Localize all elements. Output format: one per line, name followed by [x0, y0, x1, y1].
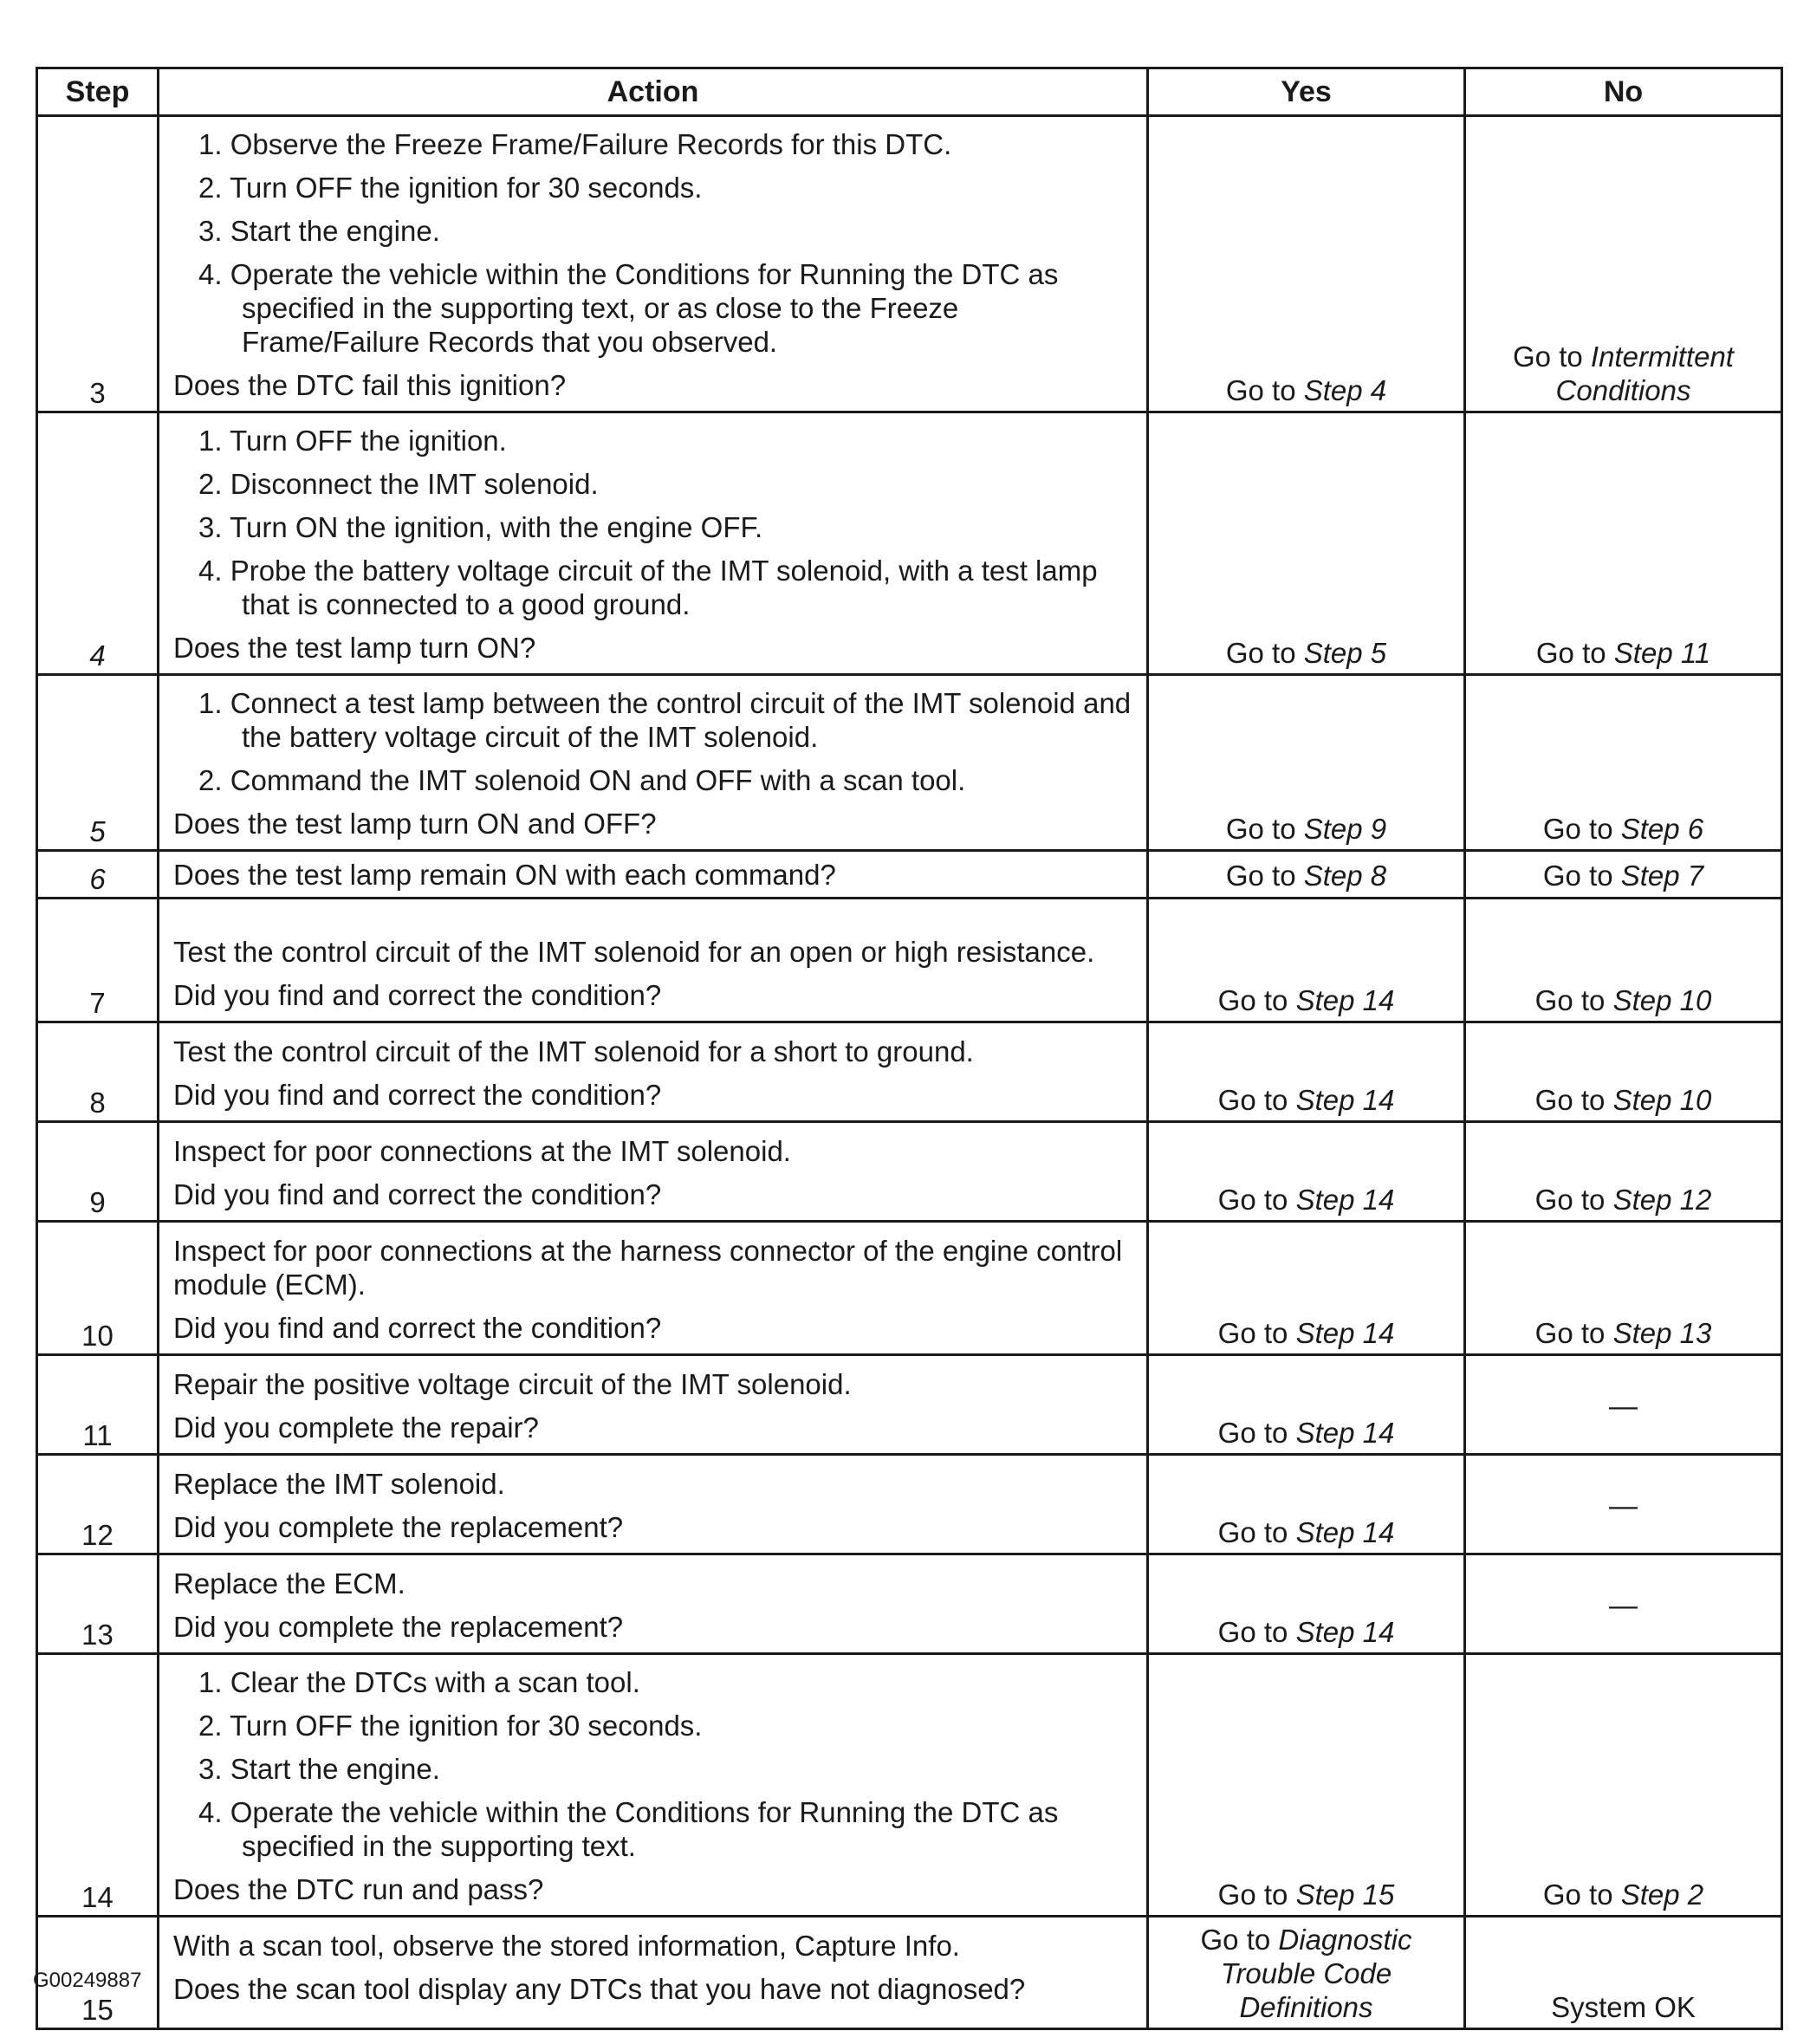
step-reference: Step 9 — [1303, 813, 1387, 845]
go-to-label: Go to — [1217, 1084, 1288, 1116]
step-reference: Step 14 — [1295, 984, 1395, 1016]
go-to-label: Go to — [1200, 1924, 1271, 1956]
step-number: 3 — [37, 116, 159, 412]
step-number: 7 — [37, 899, 159, 1022]
table-row — [37, 1917, 1782, 2029]
list-item: 1. Turn OFF the ignition. — [198, 425, 507, 457]
step-number: 15 — [37, 1917, 159, 2029]
question: Does the test lamp turn ON? — [173, 632, 536, 664]
instruction: Inspect for poor connections at the harness connector of the engine control module (ECM). — [173, 1235, 1123, 1301]
list-item: 2. Turn OFF the ignition for 30 seconds. — [198, 1710, 703, 1742]
instruction: Replace the IMT solenoid. — [173, 1468, 505, 1500]
question: Does the test lamp turn ON and OFF? — [173, 808, 657, 840]
no-cell — [1465, 675, 1782, 851]
instruction: Inspect for poor connections at the IMT solenoid. — [173, 1135, 791, 1167]
go-to-label: Go to — [1542, 1879, 1613, 1911]
go-to-label: Go to — [1217, 1317, 1288, 1349]
step-number: 5 — [37, 675, 159, 851]
action-cell — [159, 1654, 1148, 1917]
table-row — [37, 1122, 1782, 1222]
no-cell — [1465, 899, 1782, 1022]
step-number: 8 — [37, 1022, 159, 1122]
no-cell — [1465, 1554, 1782, 1654]
step-reference: Step 7 — [1620, 859, 1704, 892]
step-reference: Step 13 — [1612, 1317, 1712, 1349]
go-to-label: Go to — [1217, 1516, 1288, 1548]
go-to-label: Go to — [1535, 637, 1606, 669]
go-to-label: Go to — [1534, 984, 1606, 1016]
yes-cell — [1148, 116, 1465, 412]
yes-cell — [1148, 1455, 1465, 1554]
yes-cell — [1148, 1222, 1465, 1355]
action-cell — [159, 1917, 1148, 2029]
action-cell — [159, 1355, 1148, 1455]
step-number: 13 — [37, 1554, 159, 1654]
action-cell — [159, 1022, 1148, 1122]
go-to-label: Go to — [1225, 813, 1296, 845]
list-item: 1. Observe the Freeze Frame/Failure Records for this DTC. — [198, 128, 952, 160]
question: Did you find and correct the condition? — [173, 1178, 662, 1210]
go-to-label: Go to — [1513, 341, 1583, 373]
table-row — [37, 1022, 1782, 1122]
question: Did you complete the repair? — [173, 1411, 539, 1444]
table-row — [37, 1222, 1782, 1355]
step-reference: Step 14 — [1295, 1516, 1395, 1548]
step-number: 10 — [37, 1222, 159, 1355]
table-row — [37, 675, 1782, 851]
step-reference: Step 10 — [1612, 1084, 1712, 1116]
action-cell — [159, 1222, 1148, 1355]
step-reference: Step 14 — [1295, 1084, 1395, 1116]
yes-cell — [1148, 851, 1465, 899]
list-item: 2. Disconnect the IMT solenoid. — [198, 468, 599, 500]
header-no: No — [1465, 68, 1782, 116]
table-row — [37, 1455, 1782, 1554]
table-row — [37, 412, 1782, 675]
step-reference: Step 12 — [1612, 1184, 1712, 1216]
yes-cell — [1148, 1122, 1465, 1222]
go-to-label: Go to — [1225, 637, 1296, 669]
table-row — [37, 1654, 1782, 1917]
table-row — [37, 116, 1782, 412]
em-dash: — — [1609, 1588, 1638, 1621]
step-reference: Step 8 — [1303, 859, 1387, 892]
question: Does the DTC fail this ignition? — [173, 369, 567, 401]
no-cell — [1465, 1122, 1782, 1222]
system-ok-text: System OK — [1551, 1991, 1696, 2023]
table-row — [37, 851, 1782, 899]
table-row — [37, 899, 1782, 1022]
go-to-label: Go to — [1217, 1184, 1288, 1216]
yes-cell — [1148, 1654, 1465, 1917]
no-cell — [1465, 116, 1782, 412]
list-item: 1. Clear the DTCs with a scan tool. — [198, 1666, 640, 1698]
question: Does the scan tool display any DTCs that you have not diagnosed? — [173, 1973, 1026, 2005]
no-cell — [1465, 1455, 1782, 1554]
step-reference: Step 14 — [1295, 1417, 1395, 1449]
question: Does the test lamp remain ON with each command? — [173, 859, 836, 891]
no-cell — [1465, 412, 1782, 675]
list-item: 2. Command the IMT solenoid ON and OFF with a scan tool. — [198, 764, 966, 796]
action-cell — [159, 412, 1148, 675]
step-reference: Diagnostic Trouble Code Definitions — [1220, 1924, 1412, 2023]
question: Did you complete the replacement? — [173, 1611, 624, 1643]
header-action: Action — [159, 68, 1148, 116]
list-item: 4. Operate the vehicle within the Conditions for Running the DTC as specified in the supporting text. — [198, 1796, 1059, 1862]
action-cell — [159, 116, 1148, 412]
step-reference: Step 11 — [1613, 637, 1711, 669]
action-cell — [159, 1122, 1148, 1222]
list-item: 3. Start the engine. — [198, 1753, 440, 1785]
question: Did you find and correct the condition? — [173, 1079, 662, 1111]
step-reference: Step 6 — [1620, 813, 1704, 845]
go-to-label: Go to — [1217, 1417, 1288, 1449]
step-reference: Step 2 — [1620, 1879, 1704, 1911]
diagnostic-table — [36, 67, 1783, 2030]
action-cell — [159, 675, 1148, 851]
question: Did you find and correct the condition? — [173, 979, 662, 1011]
list-item: 3. Start the engine. — [198, 215, 440, 247]
go-to-label: Go to — [1534, 1184, 1606, 1216]
action-cell — [159, 1455, 1148, 1554]
action-cell — [159, 1554, 1148, 1654]
list-item: 4. Operate the vehicle within the Conditions for Running the DTC as specified in the supporting text, or as close to the Freeze Frame/Failure Records that you observed. — [198, 258, 1059, 358]
go-to-label: Go to — [1217, 984, 1288, 1016]
no-cell — [1465, 1022, 1782, 1122]
yes-cell — [1148, 1554, 1465, 1654]
step-reference: Step 4 — [1303, 374, 1387, 406]
no-cell — [1465, 1355, 1782, 1455]
question: Did you find and correct the condition? — [173, 1312, 662, 1344]
action-cell — [159, 899, 1148, 1022]
go-to-label: Go to — [1225, 374, 1296, 406]
table-row — [37, 1355, 1782, 1455]
step-reference: Step 5 — [1303, 637, 1387, 669]
header-step: Step — [37, 68, 159, 116]
list-item: 2. Turn OFF the ignition for 30 seconds. — [198, 172, 703, 204]
instruction: Replace the ECM. — [173, 1567, 405, 1600]
figure-id: G00249887 — [33, 1969, 142, 1992]
step-reference: Step 14 — [1295, 1616, 1395, 1648]
table-row — [37, 1554, 1782, 1654]
instruction: Test the control circuit of the IMT solenoid for a short to ground. — [173, 1035, 974, 1067]
action-cell — [159, 851, 1148, 899]
go-to-label: Go to — [1217, 1616, 1288, 1648]
header-row — [37, 68, 1782, 116]
header-yes: Yes — [1148, 68, 1465, 116]
go-to-label: Go to — [1217, 1879, 1288, 1911]
em-dash: — — [1609, 1389, 1638, 1422]
go-to-label: Go to — [1534, 1084, 1606, 1116]
step-reference: Step 14 — [1295, 1317, 1395, 1349]
no-cell — [1465, 851, 1782, 899]
no-cell — [1465, 1654, 1782, 1917]
yes-cell — [1148, 412, 1465, 675]
step-number: 6 — [37, 851, 159, 899]
no-cell — [1465, 1222, 1782, 1355]
step-number: 14 — [37, 1654, 159, 1917]
yes-cell — [1148, 1355, 1465, 1455]
yes-cell — [1148, 899, 1465, 1022]
go-to-label: Go to — [1534, 1317, 1606, 1349]
yes-cell — [1148, 675, 1465, 851]
step-number: 4 — [37, 412, 159, 675]
list-item: 1. Connect a test lamp between the control circuit of the IMT solenoid and the battery voltage circuit of the IMT solenoid. — [198, 687, 1132, 753]
step-reference: Intermittent Conditions — [1555, 341, 1734, 406]
step-reference: Step 14 — [1295, 1184, 1395, 1216]
question: Does the DTC run and pass? — [173, 1873, 544, 1905]
step-number: 11 — [37, 1355, 159, 1455]
yes-cell — [1148, 1917, 1465, 2029]
step-number: 9 — [37, 1122, 159, 1222]
instruction: Repair the positive voltage circuit of the IMT solenoid. — [173, 1368, 852, 1400]
go-to-label: Go to — [1542, 813, 1613, 845]
yes-cell — [1148, 1022, 1465, 1122]
list-item: 3. Turn ON the ignition, with the engine OFF. — [198, 511, 763, 543]
no-cell — [1465, 1917, 1782, 2029]
step-reference: Step 10 — [1612, 984, 1712, 1016]
list-item: 4. Probe the battery voltage circuit of the IMT solenoid, with a test lamp that is connected to a good ground. — [198, 555, 1098, 620]
instruction: With a scan tool, observe the stored information, Capture Info. — [173, 1930, 960, 1962]
instruction: Test the control circuit of the IMT solenoid for an open or high resistance. — [173, 936, 1095, 968]
question: Did you complete the replacement? — [173, 1511, 624, 1543]
go-to-label: Go to — [1542, 859, 1613, 892]
go-to-label: Go to — [1225, 859, 1296, 892]
step-reference: Step 15 — [1295, 1879, 1395, 1911]
step-number: 12 — [37, 1455, 159, 1554]
em-dash: — — [1609, 1489, 1638, 1522]
